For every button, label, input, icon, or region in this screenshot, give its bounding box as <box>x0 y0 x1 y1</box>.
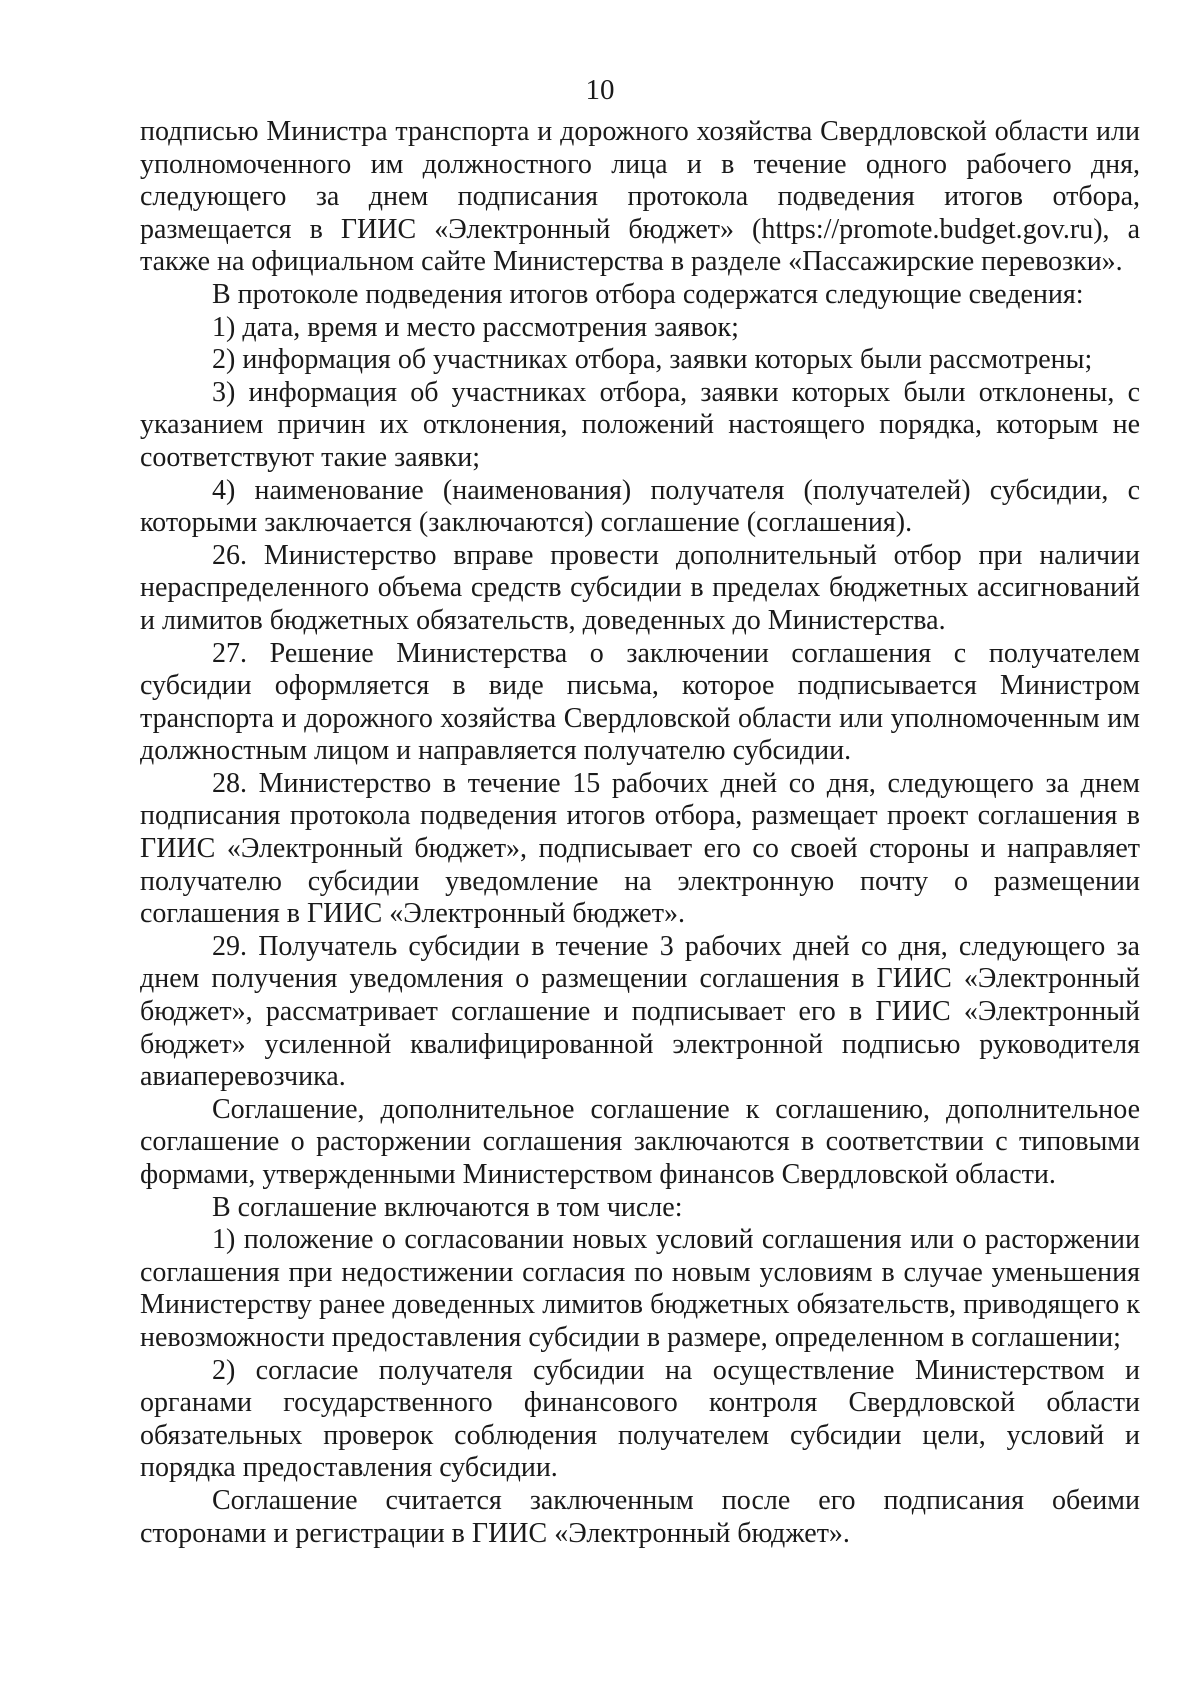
clause-29: 29. Получатель субсидии в течение 3 рабочих дней со дня, следующего за днем получения уведомления о размещении соглашения в ГИИС «Электронный бюджет», рассматривает соглашение и подписывает его в ГИИС «Электронный бюджет» усиленной квалифицированной электронной подписью руководителя авиаперевозчика. <box>140 930 1140 1093</box>
paragraph-agreement-includes: В соглашение включаются в том числе: <box>212 1191 683 1223</box>
document-body <box>140 116 1140 1550</box>
paragraph-agreement-concluded: Соглашение считается заключенным после его подписания обеими сторонами и регистрации в ГИИС «Электронный бюджет». <box>140 1484 1140 1549</box>
clause-28: 28. Министерство в течение 15 рабочих дней со дня, следующего за днем подписания протокола подведения итогов отбора, размещает проект соглашения в ГИИС «Электронный бюджет», подписывает его со своей стороны и направляет получателю субсидии уведомление на электронную почту о размещении соглашения в ГИИС «Электронный бюджет». <box>140 767 1140 930</box>
list-item-2: 2) информация об участниках отбора, заявки которых были рассмотрены; <box>212 344 1093 376</box>
clause-27: 27. Решение Министерства о заключении соглашения с получателем субсидии оформляется в виде письма, которое подписывается Министром транспорта и дорожного хозяйства Свердловской области или уполномоченным им должностным лицом и направляется получателю субсидии. <box>140 637 1140 767</box>
paragraph-protocol-publication: подписью Министра транспорта и дорожного хозяйства Свердловской области или уполномоченного им должностного лица и в течение одного рабочего дня, следующего за днем подписания протокола подведения итогов отбора, размещается в ГИИС «Электронный бюджет» (https://promote.budget.gov.ru), а также на официальном сайте Министерства в разделе «Пассажирские перевозки». <box>140 116 1140 278</box>
list-item-3: 3) информация об участниках отбора, заявки которых были отклонены, с указанием причин их отклонения, положений настоящего порядка, которым не соответствуют такие заявки; <box>140 376 1140 473</box>
clause-26: 26. Министерство вправе провести дополнительный отбор при наличии нераспределенного объема средств субсидии в пределах бюджетных ассигнований и лимитов бюджетных обязательств, доведенных до Министерства. <box>140 539 1140 636</box>
list-item-1: 1) дата, время и место рассмотрения заявок; <box>212 311 739 343</box>
paragraph-agreement-forms: Соглашение, дополнительное соглашение к соглашению, дополнительное соглашение о расторжении соглашения заключаются в соответствии с типовыми формами, утвержденными Министерством финансов Свердловской области. <box>140 1093 1140 1190</box>
agreement-item-2: 2) согласие получателя субсидии на осуществление Министерством и органами государственного финансового контроля Свердловской области обязательных проверок соблюдения получателем субсидии цели, условий и порядка предоставления субсидии. <box>140 1354 1140 1484</box>
page-number: 10 <box>585 74 615 106</box>
paragraph-protocol-contents: В протоколе подведения итогов отбора содержатся следующие сведения: <box>212 278 1084 310</box>
agreement-item-1: 1) положение о согласовании новых условий соглашения или о расторжении соглашения при недостижении согласия по новым условиям в случае уменьшения Министерству ранее доведенных лимитов бюджетных обязательств, приводящего к невозможности предоставления субсидии в размере, определенном в соглашении; <box>140 1224 1140 1353</box>
list-item-4: 4) наименование (наименования) получателя (получателей) субсидии, с которыми заключается (заключаются) соглашение (соглашения). <box>140 474 1140 539</box>
